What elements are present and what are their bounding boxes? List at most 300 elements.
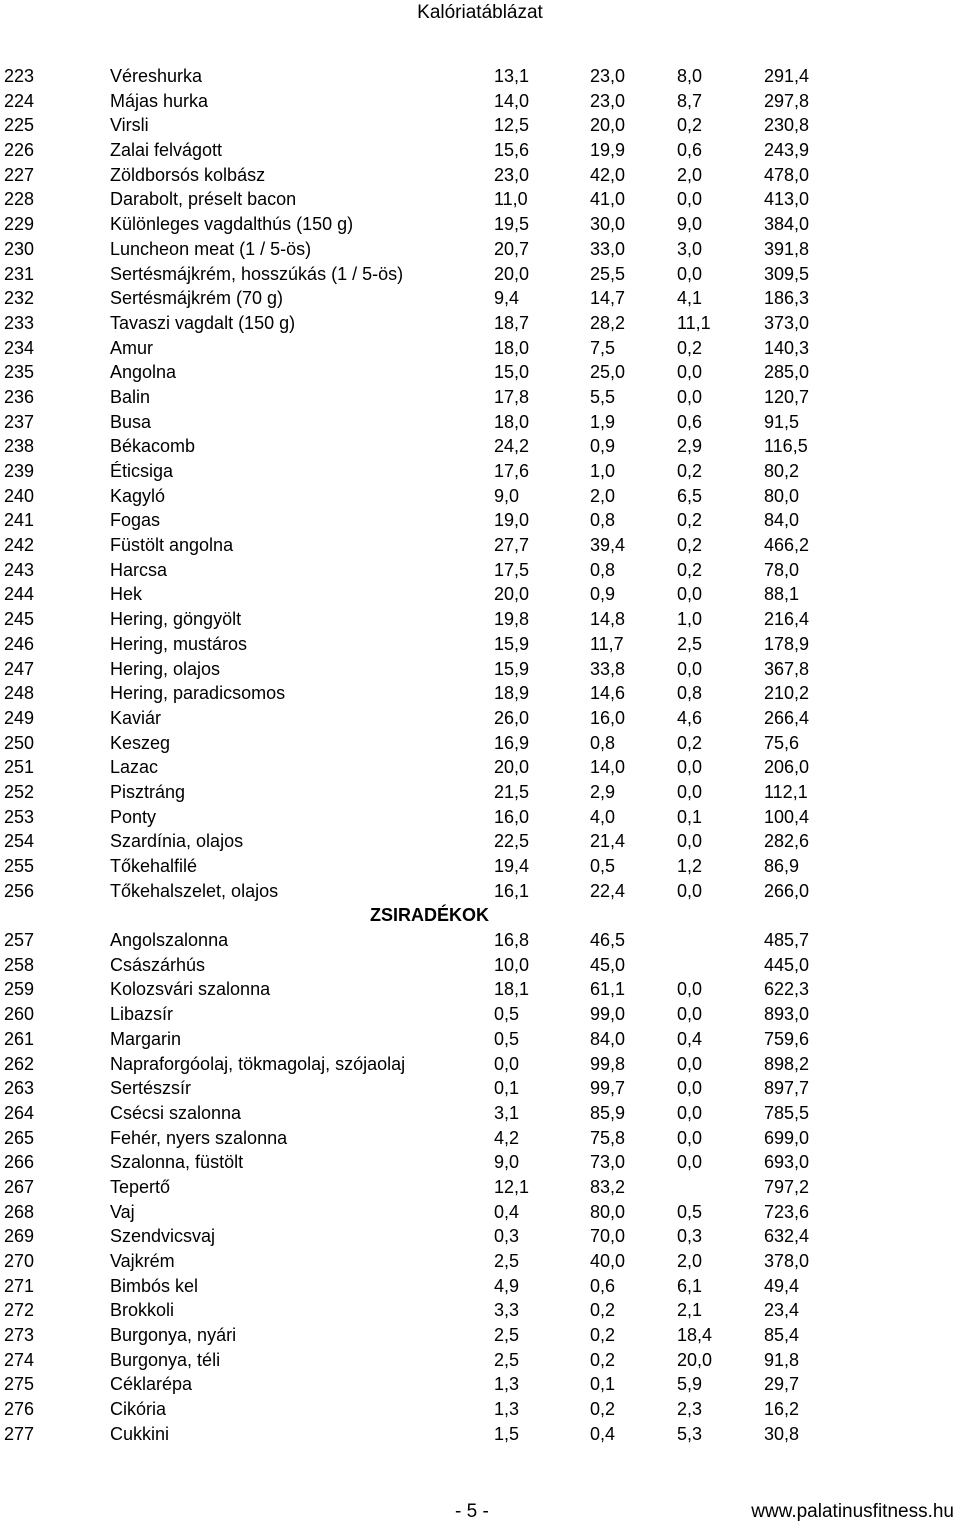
value-col-4: 100,4 <box>764 806 810 827</box>
row-number: 250 <box>4 732 35 753</box>
value-col-1: 4,9 <box>494 1275 520 1296</box>
table-row <box>0 1052 960 1077</box>
row-number: 247 <box>4 658 35 679</box>
value-col-2: 1,0 <box>590 461 616 481</box>
table-row <box>0 706 960 731</box>
table-row <box>0 360 960 385</box>
value-col-4: 466,2 <box>764 535 810 556</box>
value-col-2: 16,0 <box>590 707 626 728</box>
value-col-1: 19,5 <box>494 214 530 235</box>
table-row <box>0 286 960 311</box>
value-col-2: 0,8 <box>590 510 616 531</box>
table-row <box>0 1323 960 1348</box>
value-col-4: 282,6 <box>764 831 810 852</box>
table-row <box>0 731 960 756</box>
table-row <box>0 829 960 854</box>
value-col-2: 5,5 <box>590 386 616 407</box>
food-name: Lazac <box>110 757 159 778</box>
table-row <box>0 89 960 114</box>
value-col-1: 4,2 <box>494 1127 520 1148</box>
value-col-3: 0,0 <box>677 781 703 802</box>
value-col-1: 15,9 <box>494 658 530 679</box>
value-col-4: 210,2 <box>764 683 810 704</box>
row-number: 236 <box>4 386 35 407</box>
value-col-3: 2,0 <box>677 1251 703 1271</box>
food-name: Tőkehalfilé <box>110 856 198 876</box>
table-row <box>0 1422 960 1447</box>
value-col-4: 85,4 <box>764 1325 800 1346</box>
value-col-2: 70,0 <box>590 1226 626 1247</box>
row-number: 258 <box>4 954 35 975</box>
row-number: 274 <box>4 1349 35 1370</box>
value-col-2: 99,0 <box>590 1004 626 1025</box>
value-col-3: 8,7 <box>677 90 703 111</box>
row-number: 245 <box>4 609 35 630</box>
value-col-2: 0,8 <box>590 732 616 753</box>
table-row <box>0 212 960 237</box>
value-col-2: 45,0 <box>590 954 626 975</box>
table-row <box>0 928 960 953</box>
table-row <box>0 632 960 657</box>
value-col-2: 0,2 <box>590 1300 616 1321</box>
food-name: Ponty <box>110 806 157 827</box>
table-row <box>0 410 960 435</box>
value-col-1: 21,5 <box>494 781 530 802</box>
table-body-upper <box>0 64 960 903</box>
value-col-4: 80,2 <box>764 461 800 481</box>
table-row <box>0 311 960 336</box>
value-col-2: 22,4 <box>590 880 626 901</box>
value-col-3: 2,9 <box>677 436 703 457</box>
food-name: Füstölt angolna <box>110 535 234 556</box>
value-col-1: 23,0 <box>494 164 530 185</box>
food-name: Angolna <box>110 362 177 383</box>
value-col-3: 0,0 <box>677 1004 703 1025</box>
food-name: Burgonya, nyári <box>110 1325 237 1346</box>
table-row <box>0 582 960 607</box>
food-name: Kagyló <box>110 485 166 506</box>
row-number: 233 <box>4 312 35 333</box>
row-number: 268 <box>4 1201 35 1222</box>
value-col-4: 78,0 <box>764 559 800 580</box>
table-row <box>0 434 960 459</box>
value-col-2: 23,0 <box>590 90 626 111</box>
table-row <box>0 237 960 262</box>
food-name: Keszeg <box>110 732 171 753</box>
value-col-2: 0,2 <box>590 1399 616 1420</box>
value-col-3: 4,1 <box>677 288 703 309</box>
food-name: Pisztráng <box>110 781 186 802</box>
value-col-3: 20,0 <box>677 1349 713 1370</box>
value-col-3: 0,2 <box>677 535 703 556</box>
row-number: 223 <box>4 66 35 86</box>
value-col-3: 0,0 <box>677 658 703 679</box>
table-row <box>0 1027 960 1052</box>
value-col-1: 22,5 <box>494 831 530 852</box>
food-name: Fogas <box>110 510 161 531</box>
table-row <box>0 1175 960 1200</box>
value-col-2: 0,8 <box>590 559 616 580</box>
value-col-3: 6,5 <box>677 485 703 506</box>
value-col-3: 6,1 <box>677 1275 703 1296</box>
value-col-3: 0,3 <box>677 1226 703 1247</box>
value-col-2: 2,9 <box>590 781 616 802</box>
table-row <box>0 113 960 138</box>
row-number: 230 <box>4 238 35 259</box>
value-col-4: 309,5 <box>764 263 810 284</box>
value-col-3: 0,2 <box>677 461 703 481</box>
value-col-1: 2,5 <box>494 1251 520 1271</box>
value-col-3: 0,0 <box>677 979 703 1000</box>
food-name: Céklarépa <box>110 1374 193 1395</box>
row-number: 248 <box>4 683 35 704</box>
value-col-3: 9,0 <box>677 214 703 235</box>
value-col-3: 0,0 <box>677 362 703 383</box>
value-col-1: 2,5 <box>494 1325 520 1346</box>
food-name: Burgonya, téli <box>110 1349 221 1370</box>
table-row <box>0 805 960 830</box>
value-col-4: 243,9 <box>764 140 810 161</box>
table-row <box>0 607 960 632</box>
row-number: 237 <box>4 411 35 432</box>
row-number: 256 <box>4 880 35 901</box>
value-col-4: 699,0 <box>764 1127 810 1148</box>
row-number: 225 <box>4 115 35 136</box>
food-name: Darabolt, préselt bacon <box>110 189 297 210</box>
row-number: 226 <box>4 140 35 161</box>
value-col-1: 10,0 <box>494 954 530 975</box>
value-col-2: 7,5 <box>590 337 616 358</box>
value-col-2: 61,1 <box>590 979 626 1000</box>
value-col-2: 14,7 <box>590 288 626 309</box>
food-name: Cikória <box>110 1399 167 1420</box>
value-col-4: 759,6 <box>764 1028 810 1049</box>
food-name: Csécsi szalonna <box>110 1102 242 1123</box>
value-col-4: 413,0 <box>764 189 810 210</box>
row-number: 227 <box>4 164 35 185</box>
table-row <box>0 533 960 558</box>
value-col-2: 4,0 <box>590 806 616 827</box>
value-col-4: 485,7 <box>764 930 810 951</box>
food-name: Margarin <box>110 1028 182 1049</box>
value-col-1: 19,0 <box>494 510 530 531</box>
row-number: 238 <box>4 436 35 457</box>
value-col-1: 20,0 <box>494 263 530 284</box>
food-name: Angolszalonna <box>110 930 229 951</box>
value-col-2: 14,8 <box>590 609 626 630</box>
value-col-1: 18,7 <box>494 312 530 333</box>
row-number: 252 <box>4 781 35 802</box>
value-col-1: 9,0 <box>494 485 520 506</box>
value-col-3: 0,0 <box>677 386 703 407</box>
value-col-1: 13,1 <box>494 66 530 86</box>
row-number: 267 <box>4 1176 35 1197</box>
value-col-3: 1,0 <box>677 609 703 630</box>
section-heading-row <box>0 903 960 928</box>
food-name: Luncheon meat (1 / 5-ös) <box>110 238 312 259</box>
food-name: Hering, paradicsomos <box>110 683 286 704</box>
value-col-1: 18,9 <box>494 683 530 704</box>
table-row <box>0 163 960 188</box>
value-col-1: 0,5 <box>494 1004 520 1025</box>
value-col-3: 0,0 <box>677 880 703 901</box>
value-col-4: 785,5 <box>764 1102 810 1123</box>
value-col-4: 898,2 <box>764 1053 810 1074</box>
value-col-1: 0,3 <box>494 1226 520 1247</box>
value-col-4: 88,1 <box>764 584 800 605</box>
row-number: 275 <box>4 1374 35 1395</box>
value-col-1: 20,7 <box>494 238 530 259</box>
value-col-4: 186,3 <box>764 288 810 309</box>
value-col-3: 2,1 <box>677 1300 703 1321</box>
calorie-table <box>0 64 960 1447</box>
value-col-4: 140,3 <box>764 337 810 358</box>
value-col-4: 297,8 <box>764 90 810 111</box>
value-col-1: 1,5 <box>494 1423 520 1444</box>
value-col-2: 0,2 <box>590 1325 616 1346</box>
value-col-1: 2,5 <box>494 1349 520 1370</box>
value-col-2: 46,5 <box>590 930 626 951</box>
value-col-1: 16,8 <box>494 930 530 951</box>
row-number: 232 <box>4 288 35 309</box>
value-col-3: 5,9 <box>677 1374 703 1395</box>
value-col-2: 80,0 <box>590 1201 626 1222</box>
row-number: 266 <box>4 1152 35 1173</box>
food-name: Balin <box>110 386 151 407</box>
food-name: Hering, olajos <box>110 658 221 679</box>
row-number: 273 <box>4 1325 35 1346</box>
row-number: 234 <box>4 337 35 358</box>
value-col-1: 27,7 <box>494 535 530 556</box>
value-col-2: 0,4 <box>590 1423 616 1444</box>
value-col-4: 478,0 <box>764 164 810 185</box>
value-col-4: 797,2 <box>764 1176 810 1197</box>
row-number: 264 <box>4 1102 35 1123</box>
value-col-4: 230,8 <box>764 115 810 136</box>
table-row <box>0 1101 960 1126</box>
table-row <box>0 755 960 780</box>
row-number: 262 <box>4 1053 35 1074</box>
value-col-2: 21,4 <box>590 831 626 852</box>
row-number: 224 <box>4 90 35 111</box>
value-col-3: 0,4 <box>677 1028 703 1049</box>
value-col-4: 893,0 <box>764 1004 810 1025</box>
row-number: 246 <box>4 633 35 654</box>
value-col-4: 216,4 <box>764 609 810 630</box>
value-col-2: 14,0 <box>590 757 626 778</box>
value-col-4: 291,4 <box>764 66 810 86</box>
page-title: Kalóriatáblázat <box>417 2 543 23</box>
table-row <box>0 1150 960 1175</box>
table-row <box>0 1397 960 1422</box>
value-col-3: 3,0 <box>677 238 703 259</box>
value-col-4: 367,8 <box>764 658 810 679</box>
row-number: 253 <box>4 806 35 827</box>
value-col-2: 75,8 <box>590 1127 626 1148</box>
value-col-3: 0,0 <box>677 1102 703 1123</box>
food-name: Békacomb <box>110 436 196 457</box>
value-col-4: 391,8 <box>764 238 810 259</box>
value-col-3: 8,0 <box>677 66 703 86</box>
value-col-4: 693,0 <box>764 1152 810 1173</box>
table-row <box>0 879 960 904</box>
value-col-1: 1,3 <box>494 1374 520 1395</box>
food-name: Májas hurka <box>110 90 209 111</box>
value-col-2: 84,0 <box>590 1028 626 1049</box>
table-row <box>0 1372 960 1397</box>
table-row <box>0 854 960 879</box>
food-name: Szardínia, olajos <box>110 831 244 852</box>
value-col-2: 0,9 <box>590 584 616 605</box>
value-col-4: 80,0 <box>764 485 800 506</box>
value-col-2: 19,9 <box>590 140 626 161</box>
food-name: Éticsiga <box>110 461 174 481</box>
table-row <box>0 1298 960 1323</box>
food-name: Tavaszi vagdalt (150 g) <box>110 312 296 333</box>
value-col-3: 0,6 <box>677 140 703 161</box>
value-col-3: 2,5 <box>677 633 703 654</box>
value-col-4: 116,5 <box>764 436 808 457</box>
value-col-4: 49,4 <box>764 1275 800 1296</box>
value-col-2: 14,6 <box>590 683 626 704</box>
value-col-4: 266,0 <box>764 880 810 901</box>
value-col-4: 23,4 <box>764 1300 800 1321</box>
food-name: Véreshurka <box>110 66 203 86</box>
value-col-3: 0,8 <box>677 683 703 704</box>
value-col-4: 622,3 <box>764 979 810 1000</box>
food-name: Hering, göngyölt <box>110 609 242 630</box>
food-name: Szendvicsvaj <box>110 1226 216 1247</box>
value-col-2: 20,0 <box>590 115 626 136</box>
value-col-3: 0,0 <box>677 263 703 284</box>
value-col-2: 40,0 <box>590 1251 626 1271</box>
value-col-3: 0,0 <box>677 189 703 210</box>
row-number: 243 <box>4 559 35 580</box>
value-col-1: 9,4 <box>494 288 520 309</box>
value-col-4: 632,4 <box>764 1226 810 1247</box>
food-name: Amur <box>110 337 154 358</box>
value-col-4: 897,7 <box>764 1078 810 1099</box>
value-col-1: 19,4 <box>494 856 530 876</box>
value-col-3: 0,6 <box>677 411 703 432</box>
food-name: Napraforgóolaj, tökmagolaj, szójaolaj <box>110 1053 406 1074</box>
food-name: Brokkoli <box>110 1300 175 1321</box>
value-col-2: 0,5 <box>590 856 616 876</box>
table-row <box>0 64 960 89</box>
table-row <box>0 953 960 978</box>
food-name: Szalonna, füstölt <box>110 1152 244 1173</box>
value-col-1: 16,1 <box>494 880 530 901</box>
page-number: - 5 - <box>455 1501 489 1522</box>
table-row <box>0 385 960 410</box>
value-col-3: 0,2 <box>677 510 703 531</box>
row-number: 229 <box>4 214 35 235</box>
table-row <box>0 1002 960 1027</box>
food-name: Fehér, nyers szalonna <box>110 1127 288 1148</box>
row-number: 228 <box>4 189 35 210</box>
row-number: 270 <box>4 1251 35 1271</box>
row-number: 241 <box>4 510 35 531</box>
value-col-2: 33,0 <box>590 238 626 259</box>
value-col-2: 28,2 <box>590 312 626 333</box>
value-col-1: 18,0 <box>494 337 530 358</box>
table-row <box>0 657 960 682</box>
row-number: 260 <box>4 1004 35 1025</box>
value-col-4: 30,8 <box>764 1423 800 1444</box>
row-number: 259 <box>4 979 35 1000</box>
value-col-1: 1,3 <box>494 1399 520 1420</box>
row-number: 269 <box>4 1226 35 1247</box>
value-col-4: 91,5 <box>764 411 800 432</box>
table-row <box>0 558 960 583</box>
food-name: Császárhús <box>110 954 206 975</box>
row-number: 261 <box>4 1028 35 1049</box>
food-name: Hek <box>110 584 143 605</box>
value-col-1: 3,3 <box>494 1300 520 1321</box>
value-col-4: 373,0 <box>764 312 810 333</box>
row-number: 231 <box>4 263 35 284</box>
value-col-3: 0,0 <box>677 831 703 852</box>
value-col-1: 12,1 <box>494 1176 530 1197</box>
table-row <box>0 1200 960 1225</box>
row-number: 244 <box>4 584 35 605</box>
value-col-3: 0,0 <box>677 584 703 605</box>
value-col-1: 16,0 <box>494 806 530 827</box>
value-col-1: 0,1 <box>494 1078 520 1099</box>
row-number: 272 <box>4 1300 35 1321</box>
row-number: 254 <box>4 831 35 852</box>
value-col-4: 178,9 <box>764 633 810 654</box>
value-col-3: 0,2 <box>677 559 703 580</box>
row-number: 255 <box>4 856 35 876</box>
value-col-2: 85,9 <box>590 1102 626 1123</box>
value-col-3: 11,1 <box>677 312 711 333</box>
value-col-1: 18,0 <box>494 411 530 432</box>
value-col-3: 2,3 <box>677 1399 703 1420</box>
food-name: Libazsír <box>110 1004 174 1025</box>
value-col-3: 5,3 <box>677 1423 703 1444</box>
value-col-2: 0,1 <box>590 1374 616 1395</box>
value-col-2: 41,0 <box>590 189 626 210</box>
food-name: Zöldborsós kolbász <box>110 164 266 185</box>
value-col-2: 0,2 <box>590 1349 616 1370</box>
value-col-4: 86,9 <box>764 856 800 876</box>
table-row <box>0 459 960 484</box>
row-number: 242 <box>4 535 35 556</box>
food-name: Tőkehalszelet, olajos <box>110 880 279 901</box>
value-col-1: 9,0 <box>494 1152 520 1173</box>
table-row <box>0 336 960 361</box>
value-col-1: 20,0 <box>494 584 530 605</box>
value-col-4: 266,4 <box>764 707 810 728</box>
value-col-2: 99,8 <box>590 1053 626 1074</box>
value-col-3: 0,2 <box>677 115 703 136</box>
value-col-4: 91,8 <box>764 1349 800 1370</box>
value-col-3: 0,0 <box>677 1053 703 1074</box>
value-col-1: 16,9 <box>494 732 530 753</box>
row-number: 257 <box>4 930 35 951</box>
value-col-1: 26,0 <box>494 707 530 728</box>
value-col-3: 0,0 <box>677 1152 703 1173</box>
table-row <box>0 977 960 1002</box>
food-name: Bimbós kel <box>110 1275 199 1296</box>
table-row <box>0 508 960 533</box>
value-col-3: 0,0 <box>677 1078 703 1099</box>
table-row <box>0 1076 960 1101</box>
value-col-2: 73,0 <box>590 1152 626 1173</box>
value-col-4: 120,7 <box>764 386 810 407</box>
value-col-2: 42,0 <box>590 164 626 185</box>
